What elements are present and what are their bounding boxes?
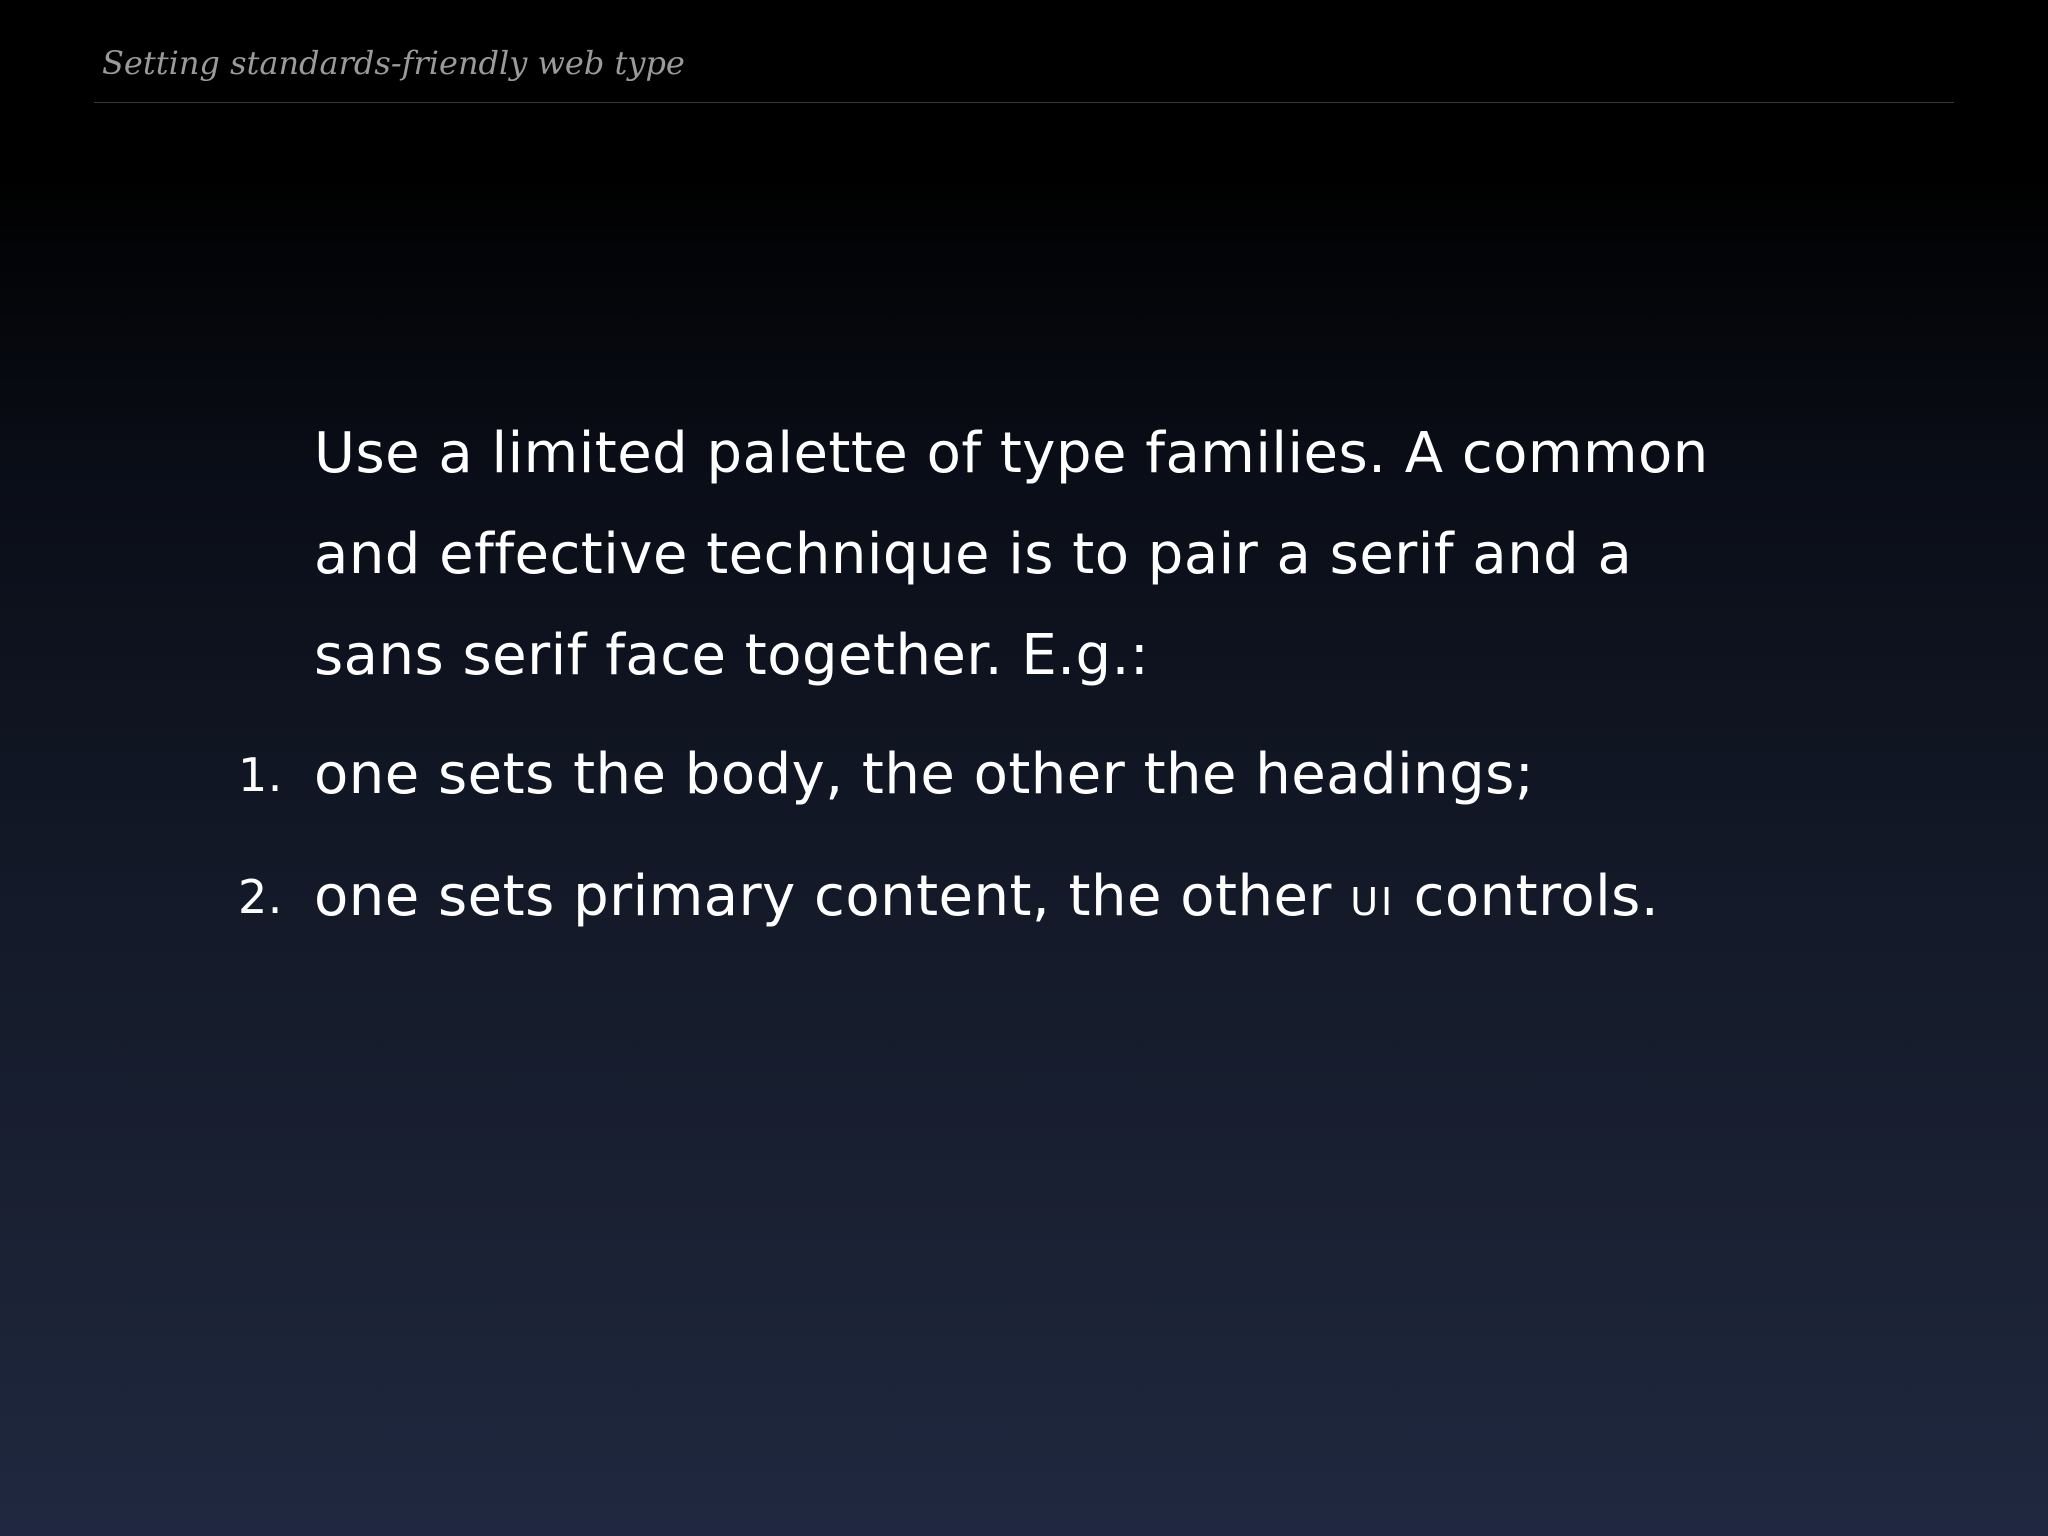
body-paragraph: Use a limited palette of type families. A common and effective technique is to pair a serif and a sans serif face together. E.g.: [314, 421, 1709, 688]
list-item-text-after: controls. [1395, 864, 1660, 929]
list-item-number: 1. [238, 748, 283, 802]
list-item-text: one sets the body, the other the headings; [314, 742, 1535, 807]
list-item [0, 842, 2048, 952]
list-item-text-before: one sets primary content, the other [314, 864, 1351, 929]
list-item-abbreviation: UI [1350, 880, 1396, 924]
slide-header-title: Setting standards-friendly web type [102, 44, 685, 82]
list-item [0, 720, 2048, 830]
list-item-text [314, 842, 1659, 957]
header-divider [94, 102, 1954, 103]
list-item-number: 2. [238, 870, 283, 924]
